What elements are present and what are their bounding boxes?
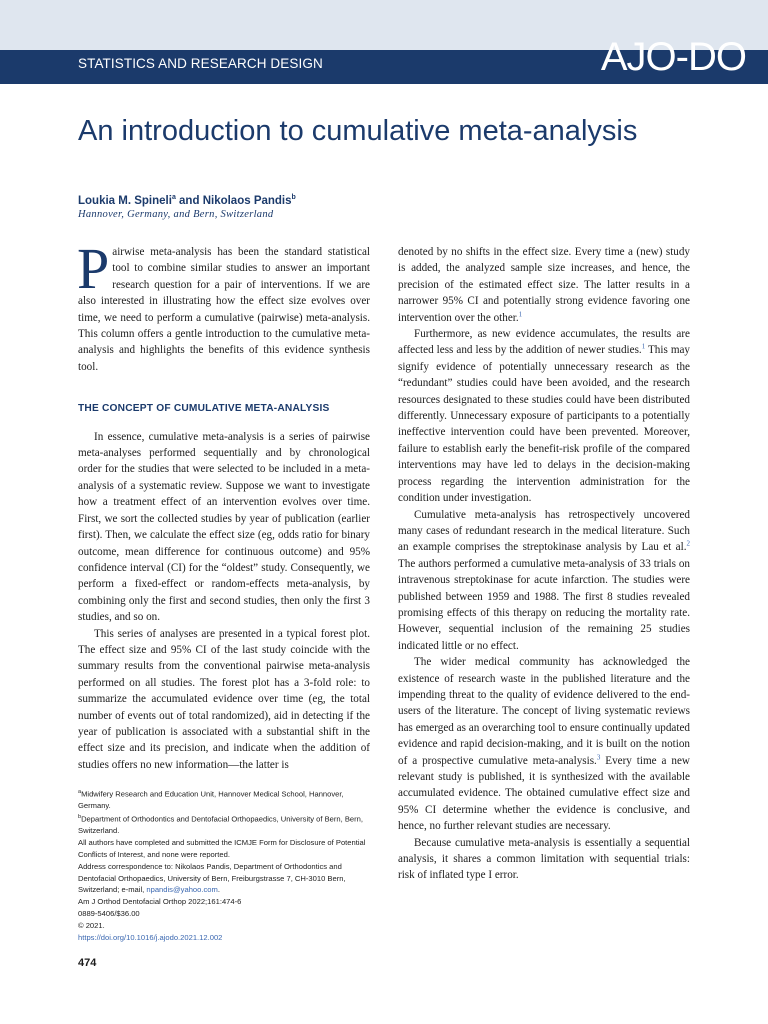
footnote-text: Address correspondence to: Nikolaos Pandis, Department of Orthodontics and Dentofacial Orthopaedics, University of Bern, Freiburgstrasse 7, CH-3010 Bern, Switzerland; e-mail, <box>78 861 346 895</box>
footnote-affiliation <box>78 812 374 837</box>
reference-link[interactable]: 1 <box>641 342 646 351</box>
left-column <box>77 236 370 773</box>
article-title: An introduction to cumulative meta-analysis <box>78 115 638 147</box>
body-paragraph: This series of analyses are presented in a typical forest plot. The effect size and 95% CI of the last study coincide with the summary results from the conventional pairwise meta-analysis performed on all studies. The forest plot has a 3-fold role: to summarize the accumulated evidence over time (eg, the total number of events out of total randomized), aid in detecting if the year of publication is associated with a substantial shift in the effect size and its precision, and indicate when the addition of studies offers no new information—the latter is <box>78 627 370 771</box>
body-paragraph: In essence, cumulative meta-analysis is a series of pairwise meta-analyses performed sequentially and by chronological order for the studies that were selected to be included in a meta-analysis of a systematic review. Suppose we want to investigate how a treatment effect of an intervention evolves over time. First, we sort the collected studies by year of publication (earlier first). Then, we calculate the effect size (eg, odds ratio for binary outcome, mean difference for continuous outcome) and 95% confidence interval (CI) for the “oldest” study. Consequently, we perform a fixed-effect or random-effects meta-analysis, by combining only the first and second studies, then only the first 3 studies, and so on. <box>78 430 370 624</box>
body-paragraph <box>398 244 690 326</box>
footnote-text: Midwifery Research and Education Unit, Hannover Medical School, Hannover, Germany. <box>78 789 344 811</box>
paragraph-text: This may signify evidence of potentially unnecessary research as the “redundant” studies could have been avoided, and the research resources designated to these studies could have been distributed differently. Unnecessary exposure of participants to a potentially ineffective intervention could have been prevented. Moreover, failure to establish early the benefit-risk profile of the compared interventions may have led to delays in the decision-making process regarding the intervention administration for the condition under investigation. <box>398 344 690 505</box>
affiliation-marker: a <box>78 789 82 795</box>
footnotes <box>78 787 374 943</box>
author-conjunction: and <box>175 194 203 207</box>
body-paragraph <box>398 654 690 834</box>
body-paragraph: Because cumulative meta-analysis is essentially a sequential analysis, it shares a common limitation with sequential trials: risk of inflated type I error. <box>398 836 690 882</box>
affiliation-marker: a <box>171 194 176 201</box>
page-number: 474 <box>78 957 97 969</box>
paragraph-text: Every time a new relevant study is published, it is synthesized with the available accumulated evidence. The obtained cumulative effect size and 95% CI determine whether the evidence is conclusive, and hence, no further relevant studies are necessary. <box>398 754 690 833</box>
affiliation-marker: b <box>78 814 82 821</box>
footnote-citation: Am J Orthod Dentofacial Orthop 2022;161:474-6 <box>78 897 242 907</box>
doi-link[interactable]: https://doi.org/10.1016/j.ajodo.2021.12.002 <box>78 932 223 942</box>
footnote-text: . <box>217 885 220 895</box>
footnote-copyright: © 2021. <box>78 920 105 930</box>
drop-cap: P <box>77 236 110 301</box>
email-link[interactable]: npandis@yahoo.com <box>146 885 218 895</box>
section-label: STATISTICS AND RESEARCH DESIGN <box>78 55 323 72</box>
section-heading: THE CONCEPT OF CUMULATIVE META-ANALYSIS <box>78 403 330 415</box>
paragraph-text: Furthermore, as new evidence accumulates, the results are affected less and less by the addition of newer studies. <box>398 328 690 357</box>
author-name: Nikolaos Pandis <box>202 194 292 207</box>
journal-logo: AJO-DO <box>600 35 746 79</box>
affiliation-marker: b <box>291 194 296 201</box>
footnote-issn: 0889-5406/$36.00 <box>78 909 140 919</box>
paragraph-text: denoted by no shifts in the effect size. Every time a (new) study is added, the analyzed sample size increases, and hence, the precision of the estimated effect size. The latter results in a narrower 95% CI and potentially strong evidence favoring one intervention over the other. <box>398 246 690 324</box>
author-line <box>78 194 296 207</box>
reference-link[interactable]: 3 <box>596 752 601 761</box>
right-column <box>398 244 690 884</box>
footnote-text: Department of Orthodontics and Dentofacial Orthopaedics, University of Bern, Bern, Switzerland. <box>78 814 364 836</box>
intro-text: airwise meta-analysis has been the standard statistical tool to combine similar studies to answer an important research question for a pair of interventions. If we are also interested in illustrating how the effect size evolves over time, we need to perform a cumulative (pairwise) meta-analysis. This column offers a gentle introduction to the cumulative meta-analysis and highlights the benefits of this evidence synthesis tool. <box>78 246 370 373</box>
footnote-disclosure: All authors have completed and submitted the ICMJE Form for Disclosure of Potential Conflicts of Interest, and none were reported. <box>78 838 366 860</box>
paragraph-text: The wider medical community has acknowledged the existence of research waste in the published literature and the impending threat to the quality of evidence delivered to the end-users of the literature. The concept of living systematic reviews has emerged as an overarching tool to ensure continually updated evidence and rapid decision-making, and it is built on the notion of a prospective cumulative meta-analysis. <box>398 656 690 767</box>
footnote-correspondence <box>78 861 374 896</box>
intro-paragraph <box>77 236 370 375</box>
paragraph-text: Cumulative meta-analysis has retrospectively uncovered many cases of redundant research in the medical literature. Such an example comprises the streptokinase analysis by Lau et al. <box>398 508 690 554</box>
reference-link[interactable]: 2 <box>686 539 690 548</box>
author-location: Hannover, Germany, and Bern, Switzerland <box>78 209 274 220</box>
paragraph-text: The authors performed a cumulative meta-analysis of 33 trials on intravenous streptokinase for acute infarction. The studies were published between 1959 and 1988. The first 8 studies revealed promising effects of this therapy on reducing the mortality rate. However, sequential inclusion of the remaining 25 studies indicated little or no effect. <box>398 557 690 652</box>
reference-link[interactable]: 1 <box>518 309 523 318</box>
body-paragraph <box>398 507 690 655</box>
author-name: Loukia M. Spineli <box>78 194 172 207</box>
footnote-affiliation <box>78 787 374 812</box>
body-paragraph <box>398 326 690 506</box>
